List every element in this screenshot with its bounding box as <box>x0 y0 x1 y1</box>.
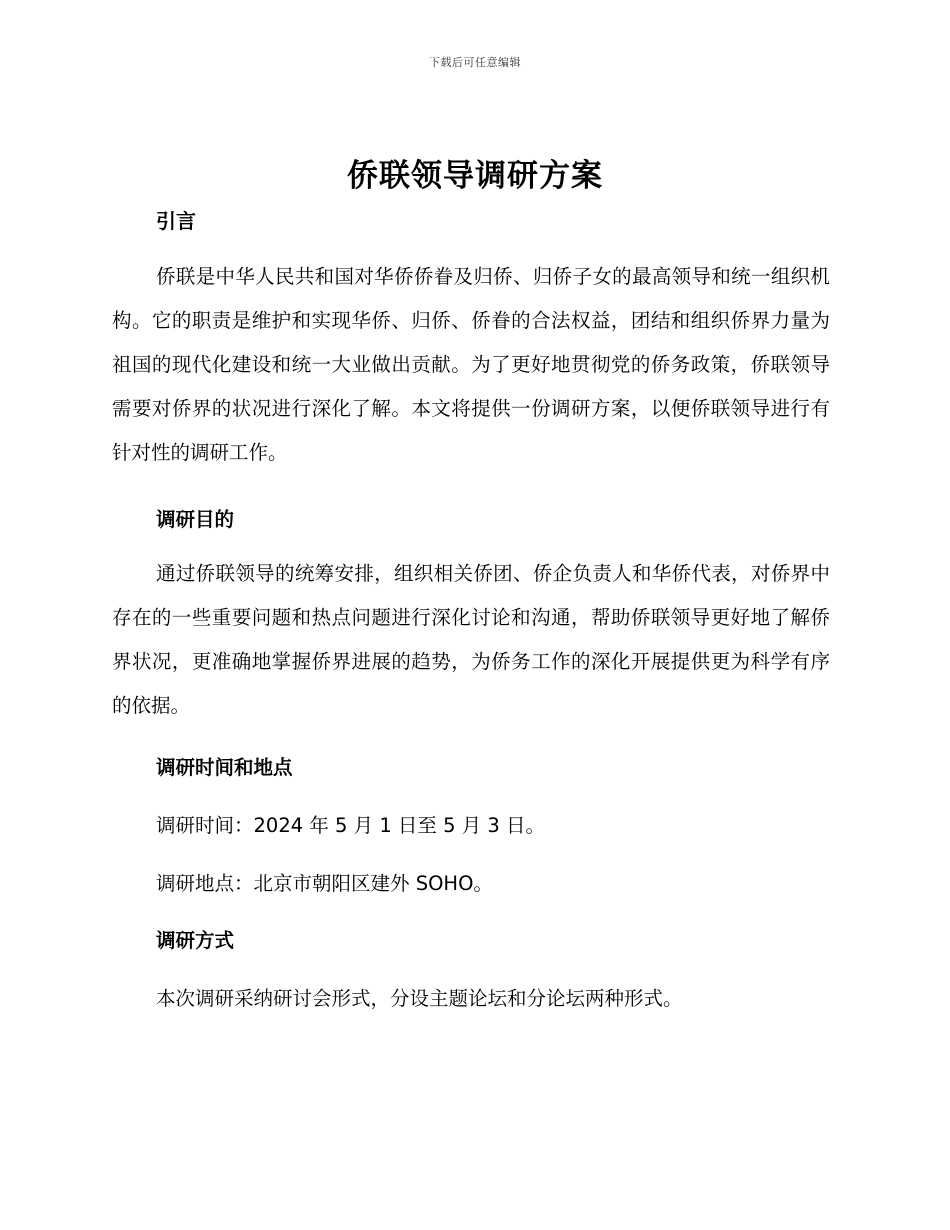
section-body-intro: 侨联是中华人民共和国对华侨侨眷及归侨、归侨子女的最高领导和统一组织机构。它的职责是维护和实现华侨、归侨、侨眷的合法权益，团结和组织侨界力量为祖国的现代化建设和统一大业做出贡献。为了更好地贯彻党的侨务政策，侨联领导需要对侨界的状况进行深化了解。本文将提供一份调研方案，以便侨联领导进行有针对性的调研工作。 <box>112 265 830 464</box>
section-heading-purpose: 调研目的 <box>156 508 235 531</box>
section-heading-intro: 引言 <box>156 209 196 233</box>
research-time-line: 调研时间：2024 年 5 月 1 日至 5 月 3 日。 <box>156 814 546 837</box>
section-heading-time-place: 调研时间和地点 <box>156 756 293 779</box>
section-body-purpose: 通过侨联领导的统筹安排，组织相关侨团、侨企负责人和华侨代表，对侨界中存在的一些重要问题和热点问题进行深化讨论和沟通，帮助侨联领导更好地了解侨界状况，更准确地掌握侨界进展的趋势，为侨务工作的深化开展提供更为科学有序的依据。 <box>112 562 830 717</box>
header-note: 下载后可任意编辑 <box>429 56 521 69</box>
research-place-line: 调研地点：北京市朝阳区建外 SOHO。 <box>156 872 493 895</box>
section-heading-method: 调研方式 <box>156 929 235 952</box>
section-body-method: 本次调研采纳研讨会形式，分设主题论坛和分论坛两种形式。 <box>156 987 683 1010</box>
document-title: 侨联领导调研方案 <box>347 158 603 194</box>
